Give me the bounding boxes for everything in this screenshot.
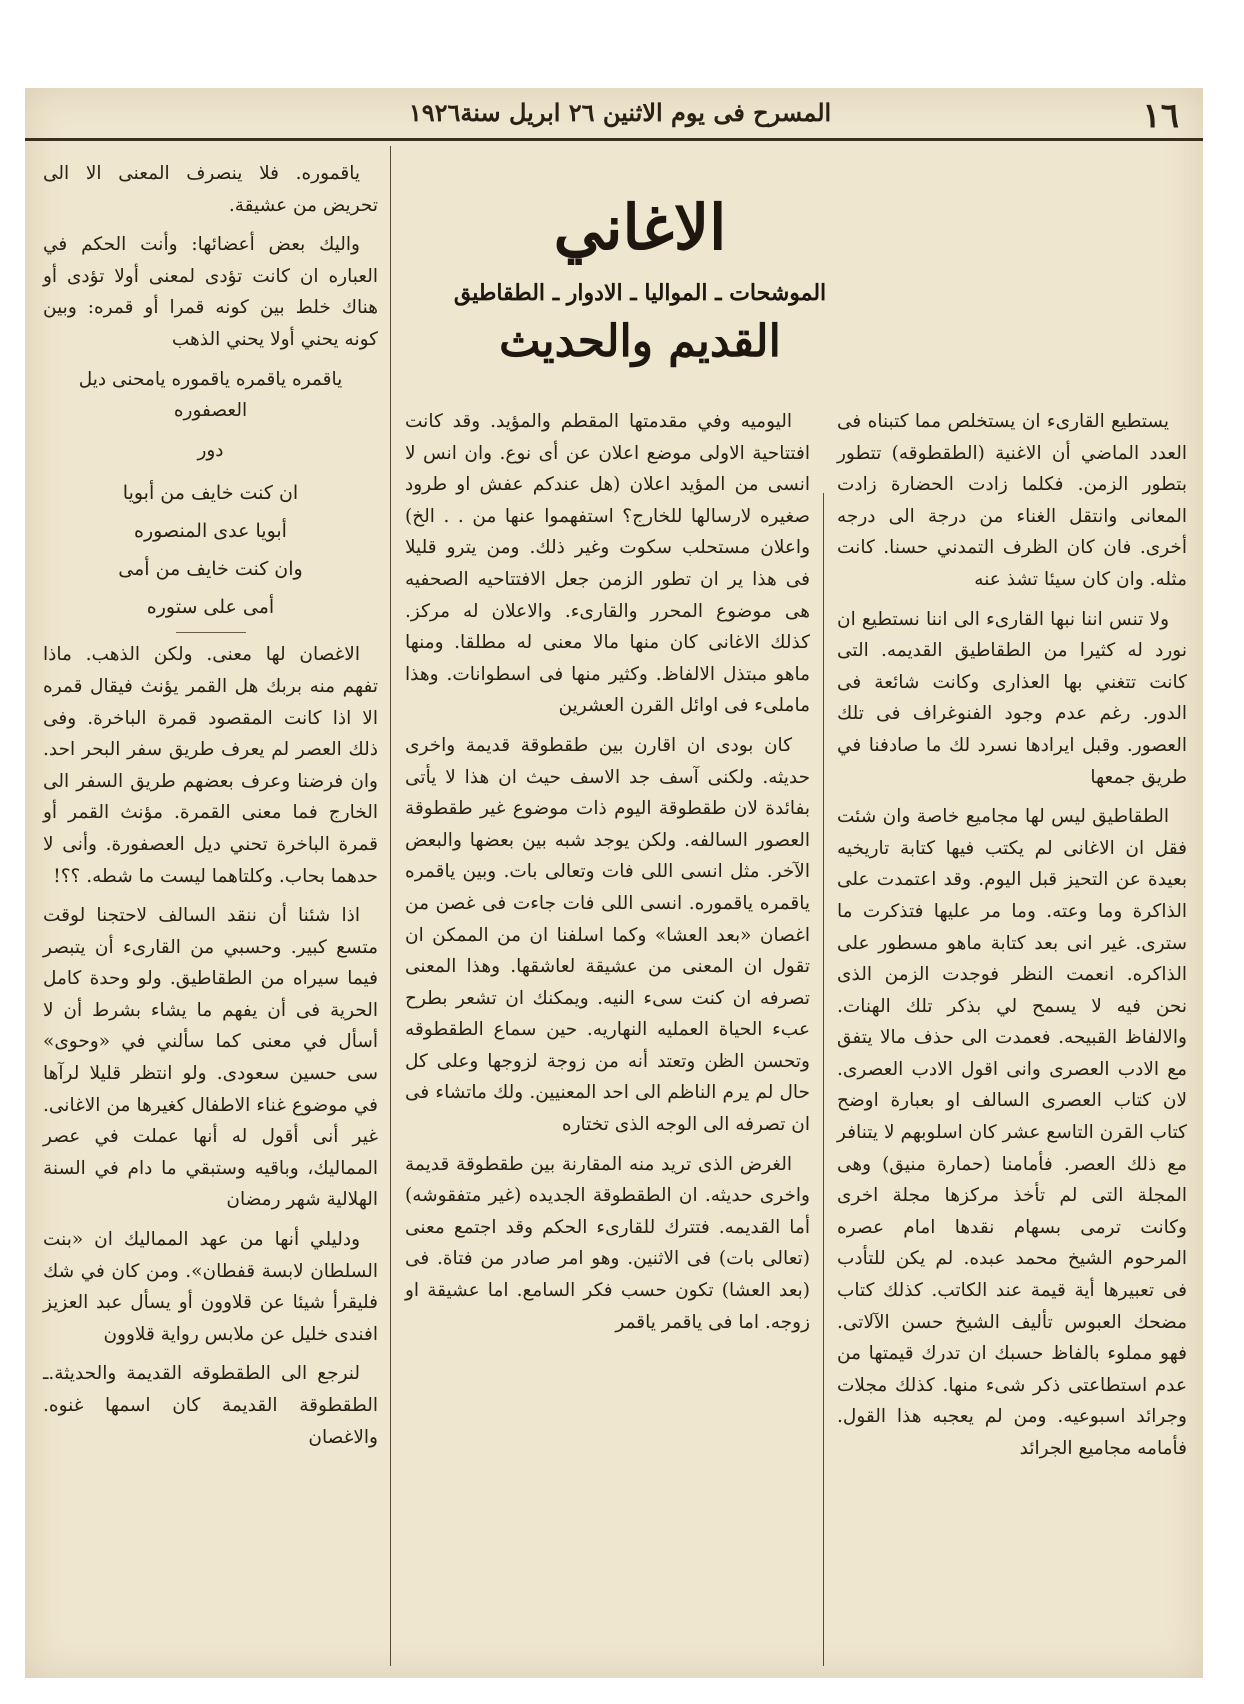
- header-rule: [25, 138, 1203, 141]
- column-divider-right: [823, 493, 824, 1666]
- paragraph: ودليلي أنها من عهد المماليك ان «بنت السلطان لابسة قفطان». ومن كان في شك فليقرأ شيئا عن قلاوون أو يسأل عبد العزيز افندى خليل عن ملابس رواية قلاوون: [43, 1229, 378, 1345]
- column-middle: [405, 406, 810, 1346]
- paragraph: اليوميه وفي مقدمتها المقطم والمؤيد. وقد كانت افتتاحية الاولى موضع اعلان عن أى نوع. وان انس لا انسى من المؤيد اعلان (هل عندكم عفش او طرود صغيره لارسالها للخارج؟ استفهموا عنها من . . الخ) واعلان مستحلب سكوت وغير ذلك. ومن يترو قليلا فى هذا ير ان تطور الزمن جعل الافتتاحيه الصحفيه هى موضوع المحرر والقارىء. والاعلان له مركز. كذلك الاغانى كان منها مالا معنى له مطلقا. ومنها ماهو مبتذل الالفاظ. وكثير منها فى اسطوانات. وهذا ماملىء فى اوائل القرن العشرين: [405, 411, 810, 717]
- paragraph: الطقاطيق ليس لها مجاميع خاصة وان شئت فقل ان الاغانى لم يكتب فيها كتابة تاريخيه بعيدة عن التحيز قبل اليوم. وقد اعتمدت على الذاكرة وما وعته. وما مر عليها فتذكرت ما سترى. غير انى بعد كتابة ماهو مسطور على الذاكره. انعمت النظر فوجدت الزمن الذى نحن فيه لا يسمح لي بذكر تلك الهنات. والالفاظ القبيحه. فعمدت الى حذف مالا يتفق مع الادب العصرى وانى اقول الادب العصرى. لان كتاب العصرى السالف او بعبارة اوضح كتاب القرن التاسع عشر كان اسلوبهم لا يتنافر مع ذلك العصر. فأمامنا (حمارة منيق) وهى المجلة التى لم تأخذ مركزها مجلة اخرى وكانت ترمى بسهام نقدها امام عصره المرحوم الشيخ محمد عبده. لم يكن للتأدب فى تعبيرها أية قيمة عند الكاتب. كذلك كتاب مضحك العبوس تأليف الشيخ حسن الآلاتى. فهو مملوء بالفاظ حسبك ان تدرك قيمتها من عدم استطاعتى ذكر شىء منها. كذلك مجلات وجرائد اسبوعيه. ومن لم يعجبه هذا القول. فأمامه مجاميع الجرائد: [837, 806, 1187, 1459]
- article-subtitle: الموشحات ـ المواليا ـ الادوار ـ الطقاطيق: [453, 280, 827, 306]
- paragraph: لنرجع الى الطقطوقه القديمة والحديثة.ـ الطقطوقة القديمة كان اسمها غنوه. والاغصان: [43, 1363, 378, 1448]
- running-header: المسرح فى يوم الاثنين ٢٦ ابريل سنة١٩٢٦: [408, 98, 832, 127]
- paragraph: كان بودى ان اقارن بين طقطوقة قديمة واخرى حديثه. ولكنى آسف جد الاسف حيث ان هذا لا يأتى بفائدة لان طقطوقة اليوم ذات موضوع غير طقطوقة العصور السالفه. ولكن يوجد شبه بين بعضها والبعض الآخر. مثل انسى اللى فات وتعالى بات. وبين ياقمره ياقمره ياقموره. انسى اللى فات جاءت فى غصن من اغصان «بعد العشا» وكما اسلفنا ان من الممكن ان تقول ان المعنى من عشيقة لعاشقها. وهذا المعنى تصرفه ان كنت سىء النيه. ويمكنك ان تشعر بطرح عبء الحياة العمليه النهاريه. حين سماع الطقطوقه وتحسن الظن وتعتد أنه من زوجة لزوجها وعلى كل حال لم يرم الناظم الى احد المعنيين. ولك ماتشاء فى ان تصرفه الى الوجه الذى تختاره: [405, 734, 811, 1136]
- verse-line: أمى على ستوره: [146, 596, 275, 619]
- column-right: [837, 406, 1187, 1473]
- verse-line: أبويا عدى المنصوره: [134, 520, 287, 543]
- section-divider: [176, 632, 246, 633]
- column-left: [43, 158, 378, 1461]
- verse-label: دور: [197, 439, 224, 461]
- article-title: الاغاني: [553, 191, 727, 264]
- paragraph: الغرض الذى تريد منه المقارنة بين طقطوقة قديمة واخرى حديثه. ان الطقطوقة الجديده (غير متفقوشه) أما القديمه. فتترك للقارىء الحكم وقد اجتمع معنى (تعالى بات) فى الاثنين. وهو امر صادر من فتاة. فى (بعد العشا) تكون حسب فكر السامع. اما عشيقة او زوجه. اما فى ياقمر ياقمر: [405, 1153, 810, 1333]
- paragraph: واليك بعض أعضائها: وأنت الحكم في العباره ان كانت تؤدى لمعنى أولا تؤدى أو هناك خلط بين كونه قمرا أو قمره: وبين كونه يحني أولا يحني الذهب: [43, 234, 378, 350]
- column-divider-left: [390, 146, 391, 1666]
- article-subtitle-2: القديم والحديث: [499, 316, 781, 367]
- paragraph: الاغصان لها معنى. ولكن الذهب. ماذا تفهم منه بربك هل القمر يؤنث فيقال قمره الا اذا كانت المقصود قمرة الباخرة. وفى ذلك العصر لم يعرف طريق سفر البحر احد. وان فرضنا وعرف بعضهم طريق السفر الى الخارج فما معنى القمرة. مؤنث القمر أو قمرة الباخرة تحني ديل العصفورة. وأنى لا حدهما بحاب. وكلتاهما ليست ما شطه. ؟؟!: [43, 644, 378, 887]
- verse-line: وان كنت خايف من أمى: [118, 558, 303, 581]
- paragraph: ياقموره. فلا ينصرف المعنى الا الى تحريض من عشيقة.: [43, 163, 378, 216]
- paragraph: ولا تنس اننا نبها القارىء الى اننا نستطيع ان نورد له كثيرا من الطقاطيق القديمه. التى كانت تتغني بها العذارى وكانت شائعة فى الدور. رغم عدم وجود الفنوغراف فى تلك العصور. وقبل ايرادها نسرد لك ما صادفنا في طريق جمعها: [837, 608, 1187, 788]
- article-title-block: [395, 188, 885, 367]
- page-number: ١٦: [1142, 96, 1179, 136]
- song-line: ياقمره ياقمره ياقموره يامحنى ديل العصفوره: [78, 368, 343, 422]
- newspaper-page: [25, 88, 1203, 1678]
- paragraph: اذا شئنا أن ننقد السالف لاحتجنا لوقت متسع كبير. وحسبي من القارىء أن يتبصر فيما سيراه من الطقاطيق. ولو وحدة كامل الحرية فى أن يفهم ما يشاء بشرط أن لا أسأل في معنى كما سألني في «وحوى» سى حسين سعودى. ولو انتظر قليلا لرآها في موضوع غناء الاطفال كغيرها من الاغانى. غير أنى أقول له أنها عملت في عصر المماليك، وباقيه وستبقي ما دام في السنة الهلالية شهر رمضان: [43, 905, 378, 1211]
- paragraph: يستطيع القارىء ان يستخلص مما كتبناه فى العدد الماضي أن الاغنية (الطقطوقه) تتطور بتطور الزمن. فكلما زادت الحضارة زادت المعانى وانتقل الغناء من درجة الى درجه أخرى. فان كان الظرف التمدني حسنا. كانت مثله. وان كان سيئا تشذ عنه: [837, 411, 1187, 590]
- verse-line: ان كنت خايف من أبويا: [122, 482, 299, 505]
